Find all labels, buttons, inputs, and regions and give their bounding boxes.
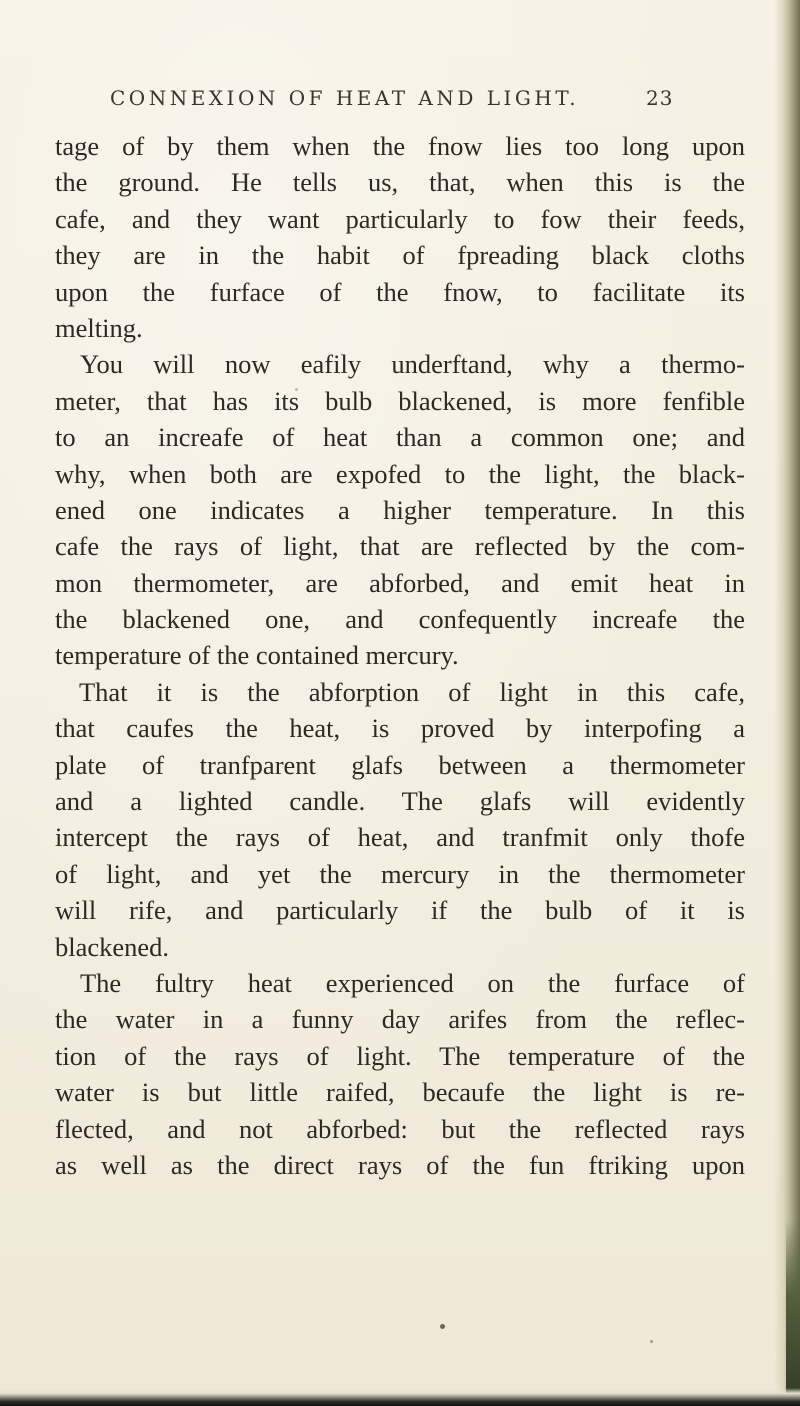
- running-head: [110, 86, 730, 110]
- text-line: flected, and not abforbed: but the reflected rays: [55, 1113, 745, 1144]
- text-line: temperature of the contained mercury.: [55, 640, 459, 671]
- page-edge-stain: [786, 1220, 800, 1406]
- text-line: to an increafe of heat than a common one; and: [55, 422, 745, 453]
- running-head-title: CONNEXION OF HEAT AND LIGHT.: [110, 86, 580, 110]
- text-line: water is but little raifed, becaufe the light is re-: [55, 1077, 745, 1108]
- text-line: tion of the rays of light. The temperature of the: [55, 1040, 745, 1071]
- text-line: as well as the direct rays of the fun ftriking upon: [55, 1149, 745, 1180]
- text-line: mon thermometer, are abforbed, and emit heat in: [55, 567, 745, 598]
- text-line: will rife, and particularly if the bulb of it is: [55, 895, 745, 926]
- text-line: tage of by them when the fnow lies too long upon: [55, 131, 745, 161]
- text-line: plate of tranfparent glafs between a thermometer: [55, 749, 745, 780]
- text-line: the blackened one, and confequently increafe the: [55, 604, 745, 635]
- text-line: that caufes the heat, is proved by interpofing a: [55, 713, 745, 744]
- text-line: the water in a funny day arifes from the reflec-: [55, 1004, 745, 1035]
- paragraph-start-line: That it is the abforption of light in this cafe,: [79, 676, 745, 707]
- page-edge-shadow: [774, 0, 800, 1406]
- text-line: melting.: [55, 312, 143, 343]
- text-line: blackened.: [55, 931, 170, 962]
- ink-speck: [440, 1324, 445, 1329]
- text-line: the ground. He tells us, that, when this is the: [55, 167, 745, 198]
- body-text: [55, 128, 745, 1183]
- text-line: upon the furface of the fnow, to facilitate its: [55, 276, 745, 307]
- text-line: why, when both are expofed to the light, the black-: [55, 458, 745, 489]
- text-line: cafe, and they want particularly to fow their feeds,: [55, 203, 745, 234]
- text-line: cafe the rays of light, that are reflected by the com-: [55, 531, 745, 562]
- page-number: 23: [646, 86, 674, 110]
- paragraph-start-line: You will now eafily underftand, why a thermo-: [80, 349, 745, 380]
- paragraph-start-line: The fultry heat experienced on the furface of: [80, 967, 745, 998]
- text-line: intercept the rays of heat, and tranfmit only thofe: [55, 822, 745, 853]
- text-line: meter, that has its bulb blackened, is more fenfible: [55, 385, 745, 416]
- text-line: they are in the habit of fpreading black cloths: [55, 240, 745, 271]
- text-line: ened one indicates a higher temperature. In this: [55, 494, 745, 525]
- text-line: of light, and yet the mercury in the thermometer: [55, 858, 745, 889]
- ink-speck: [650, 1340, 653, 1343]
- text-line: and a lighted candle. The glafs will evidently: [55, 786, 745, 817]
- ink-speck: [295, 388, 298, 391]
- bottom-edge-shadow: [0, 1388, 800, 1406]
